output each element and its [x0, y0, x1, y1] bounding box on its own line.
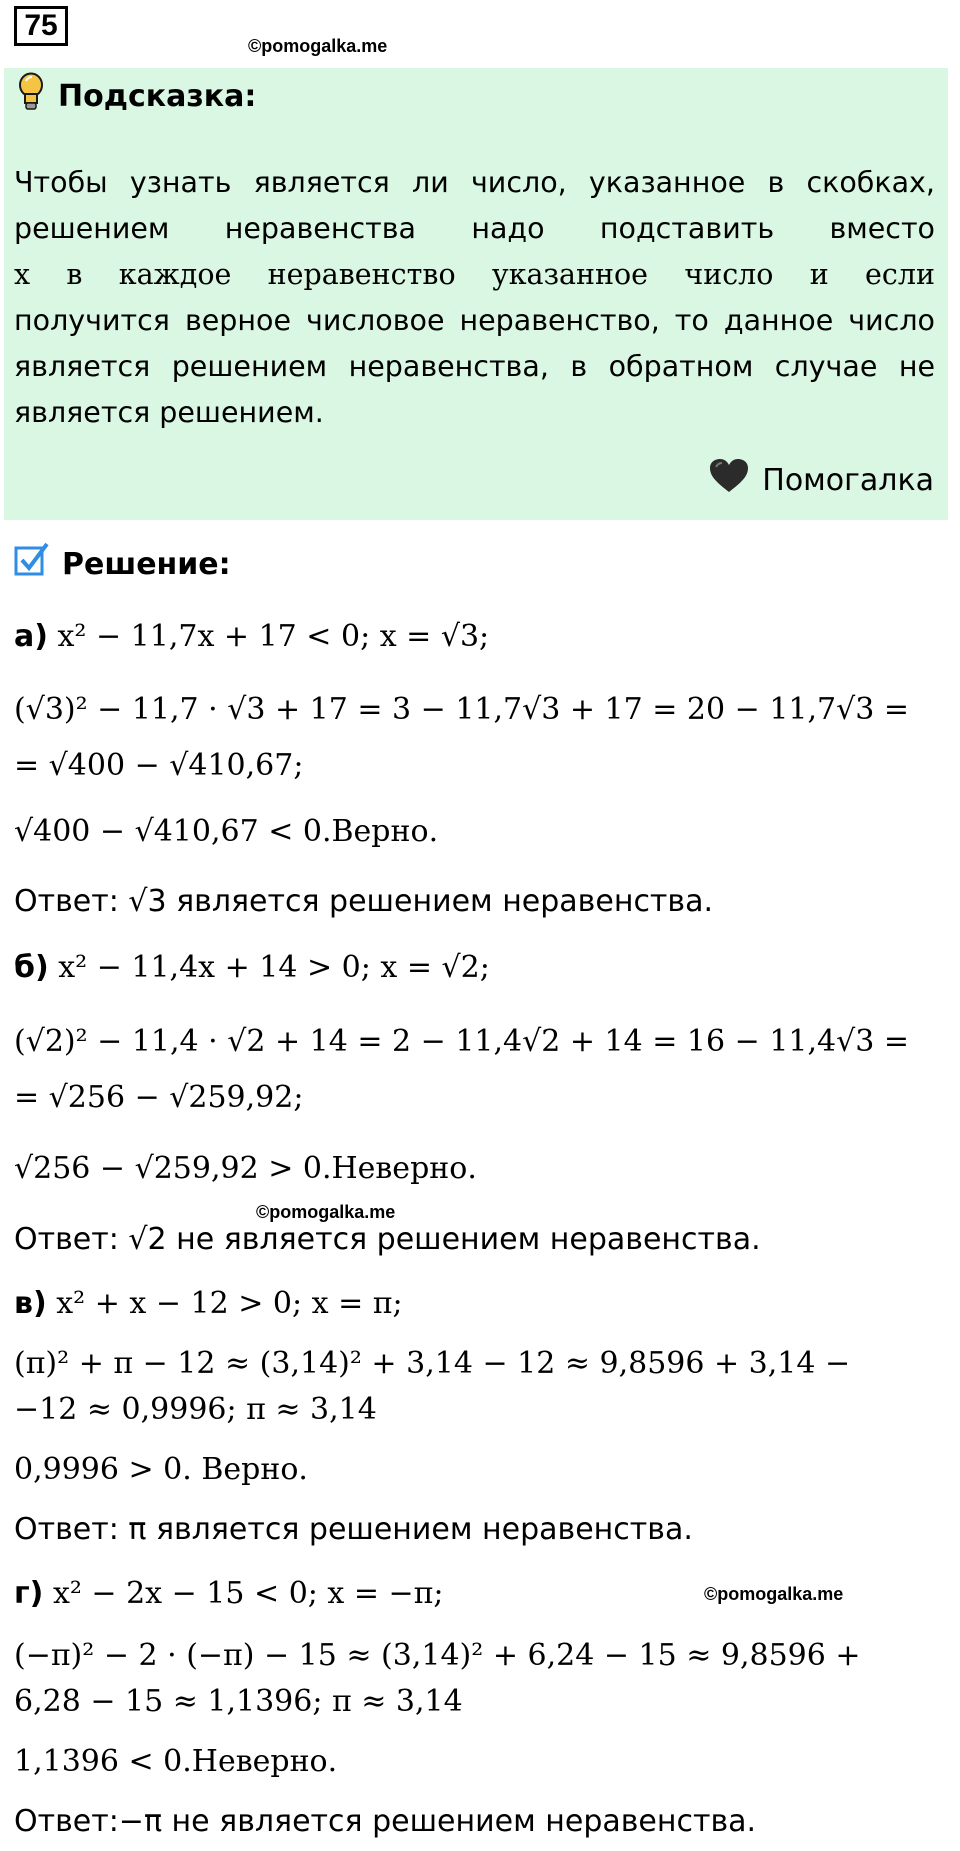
hint-line: Чтобы узнать является ли число, указанное в скобках,: [14, 166, 935, 199]
hint-title: Подсказка:: [18, 74, 256, 118]
heart-icon: [708, 458, 750, 502]
solution-line: б) x² − 11,4x + 14 > 0; x = √2;: [14, 950, 490, 985]
solution-line: г) x² − 2x − 15 < 0; x = −π;: [14, 1576, 444, 1611]
hint-line: является решением.: [14, 396, 324, 429]
solution-line: = √256 − √259,92;: [14, 1080, 304, 1115]
solution-line: в) x² + x − 12 > 0; x = π;: [14, 1286, 403, 1321]
hint-text: [14, 160, 935, 436]
answer-line: Ответ: √3 является решением неравенства.: [14, 884, 714, 919]
solution-line: √400 − √410,67 < 0.Верно.: [14, 814, 439, 849]
problem-number: 75: [14, 6, 68, 46]
solution-line: 6,28 − 15 ≈ 1,1396; π ≈ 3,14: [14, 1684, 463, 1719]
hint-line: x в каждое неравенство указанное число и если: [14, 258, 935, 291]
signature: Помогалка: [708, 458, 934, 502]
solution-line: 0,9996 > 0. Верно.: [14, 1452, 308, 1487]
solution-line: √256 − √259,92 > 0.Неверно.: [14, 1151, 477, 1186]
watermark: ©pomogalka.me: [248, 36, 388, 56]
solution-title: Решение:: [14, 542, 231, 586]
answer-line: Ответ:−π не является решением неравенства.: [14, 1804, 757, 1839]
watermark: ©pomogalka.me: [256, 1202, 396, 1222]
watermark: ©pomogalka.me: [704, 1584, 844, 1604]
solution-line: = √400 − √410,67;: [14, 748, 304, 783]
lightbulb-icon: [18, 72, 44, 120]
solution-line: (−π)² − 2 · (−π) − 15 ≈ (3,14)² + 6,24 − 15 ≈ 9,8596 +: [14, 1638, 861, 1673]
solution-line: а) x² − 11,7x + 17 < 0; x = √3;: [14, 619, 490, 654]
solution-line: (π)² + π − 12 ≈ (3,14)² + 3,14 − 12 ≈ 9,8596 + 3,14 −: [14, 1346, 851, 1381]
answer-line: Ответ: π является решением неравенства.: [14, 1512, 693, 1547]
solution-line: −12 ≈ 0,9996; π ≈ 3,14: [14, 1392, 377, 1427]
hint-line: является решением неравенства, в обратном случае не: [14, 350, 935, 383]
solution-line: (√3)² − 11,7 · √3 + 17 = 3 − 11,7√3 + 17 = 20 − 11,7√3 =: [14, 692, 909, 727]
checkbox-icon: [14, 542, 50, 586]
solution-line: 1,1396 < 0.Неверно.: [14, 1744, 338, 1779]
hint-line: решением неравенства надо подставить вместо: [14, 212, 935, 245]
solution-line: (√2)² − 11,4 · √2 + 14 = 2 − 11,4√2 + 14 = 16 − 11,4√3 =: [14, 1024, 909, 1059]
hint-line: получится верное числовое неравенство, то данное число: [14, 304, 935, 337]
answer-line: Ответ: √2 не является решением неравенства.: [14, 1222, 761, 1257]
